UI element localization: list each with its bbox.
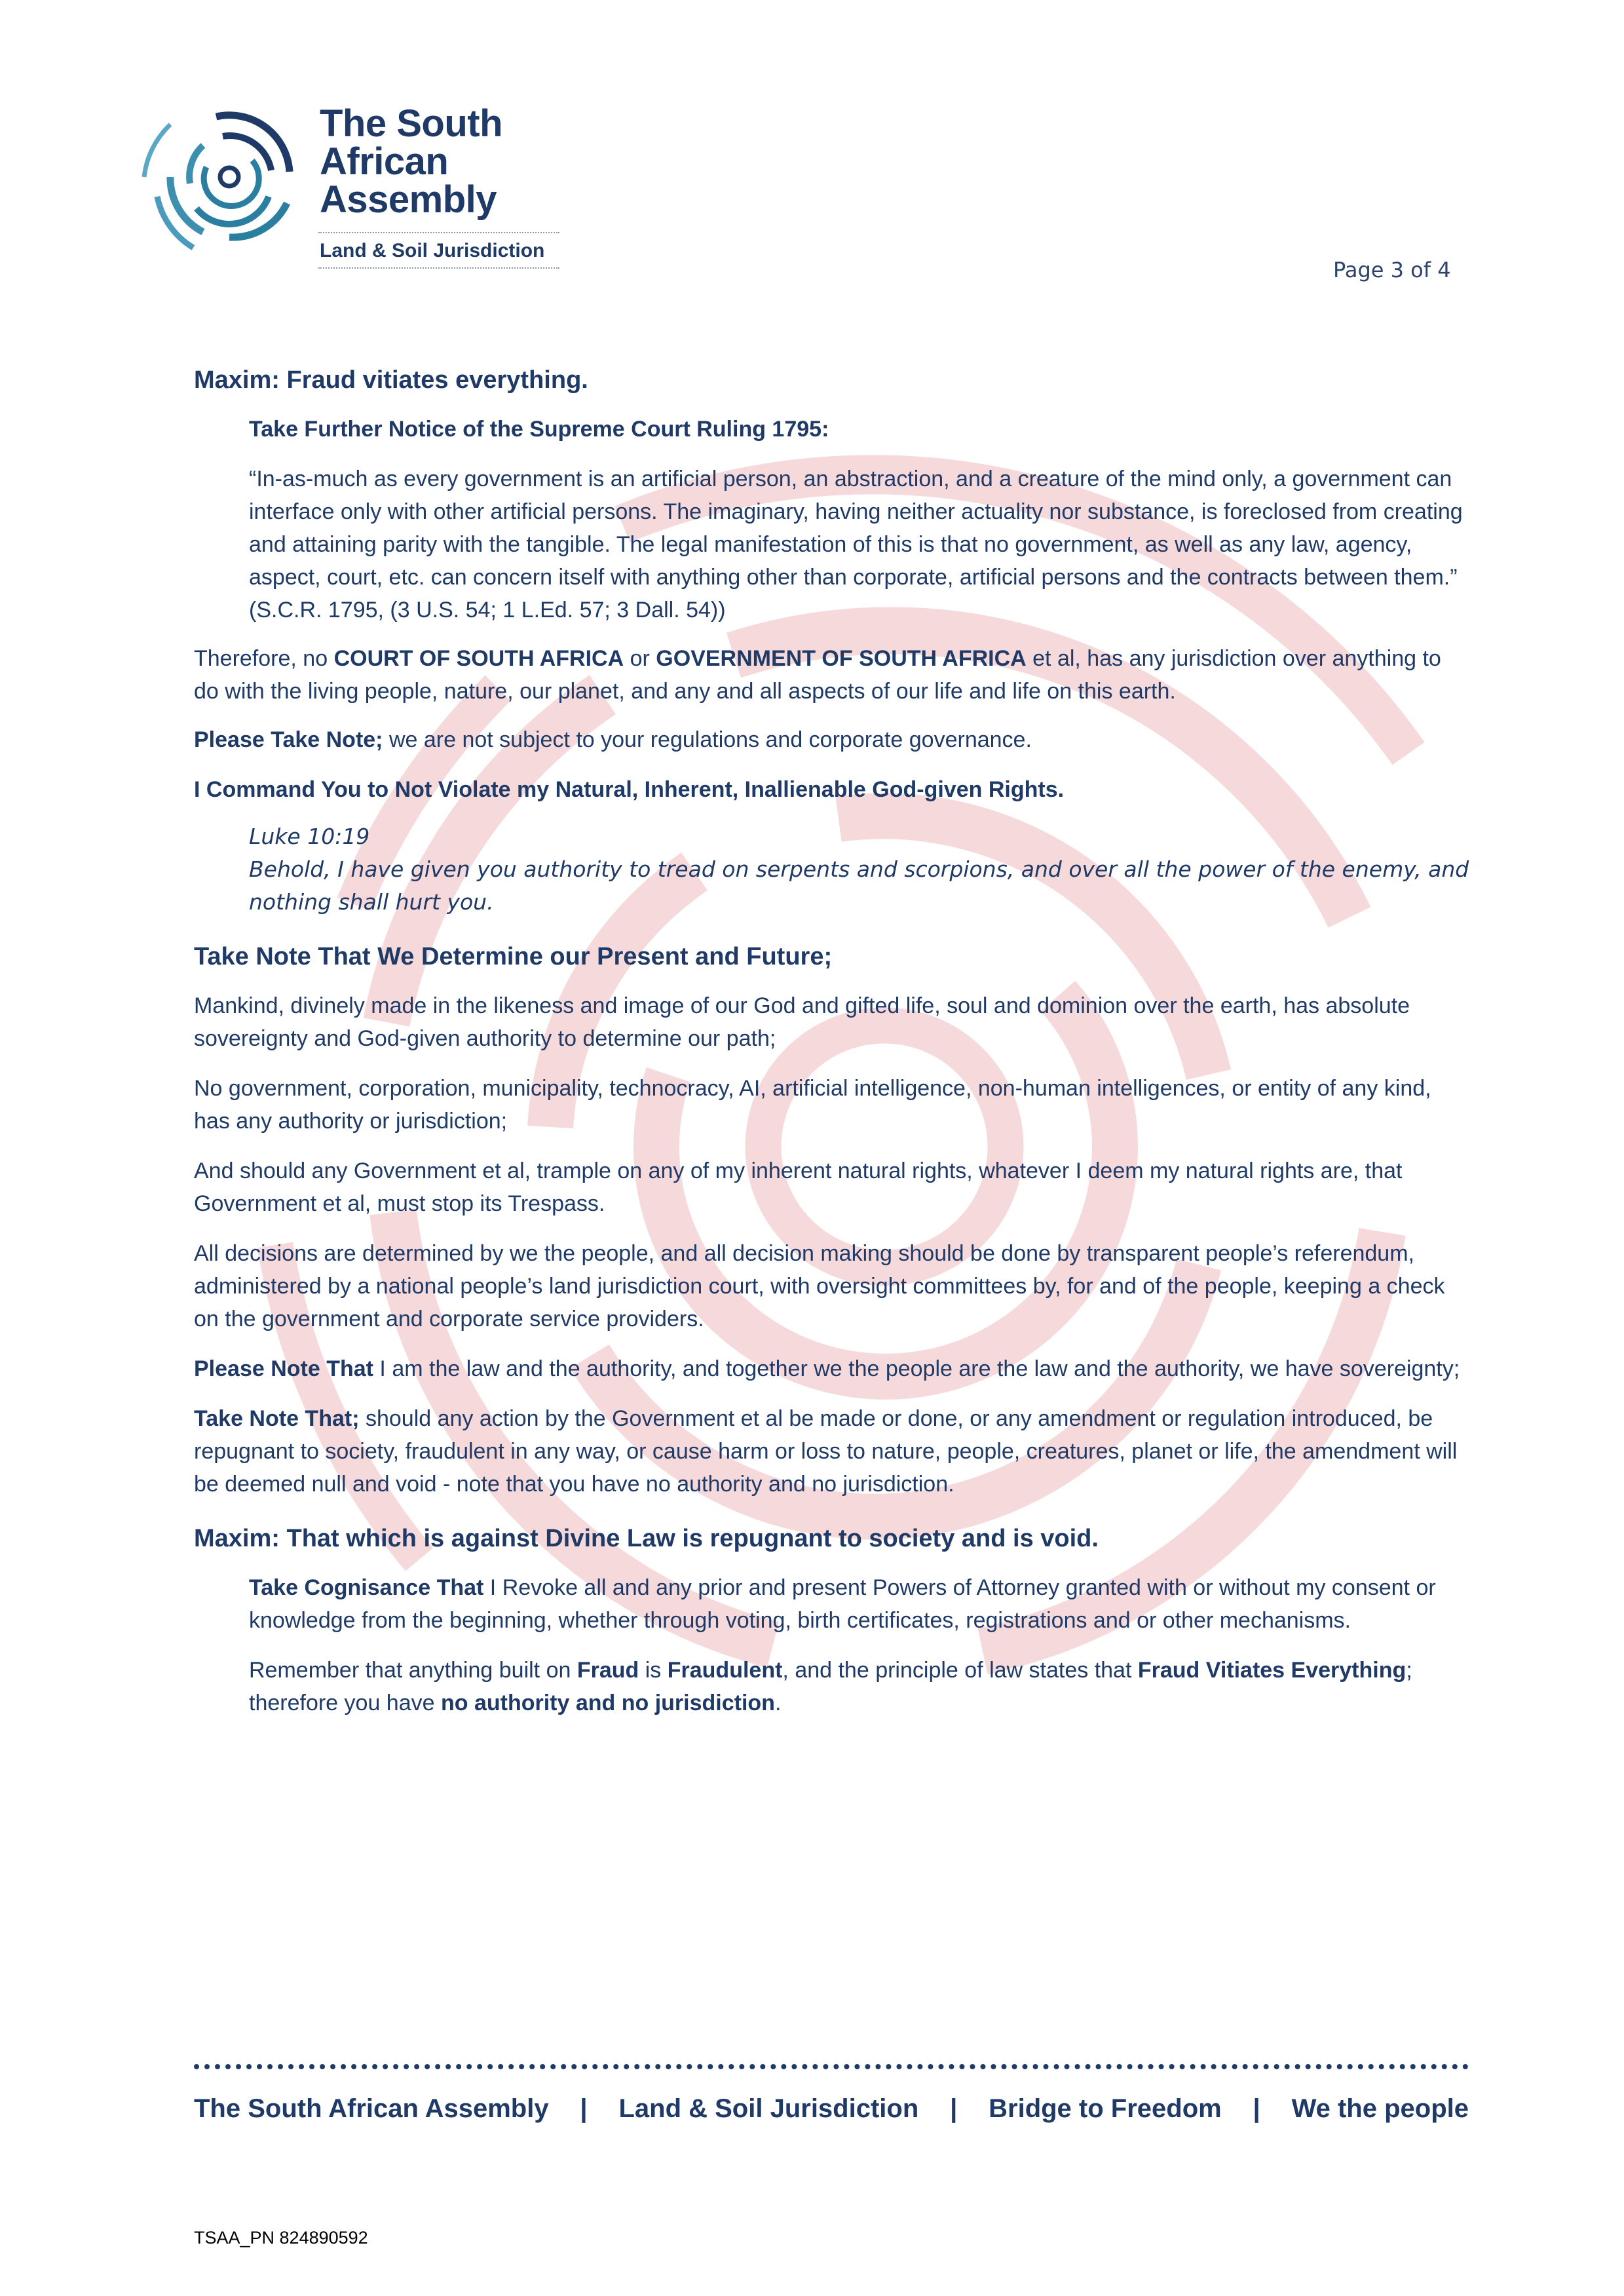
logo-divider-top bbox=[318, 232, 559, 233]
document-body bbox=[194, 362, 1471, 1719]
emphasis-label: Take Note That; bbox=[194, 1406, 360, 1431]
take-note-paragraph bbox=[194, 1402, 1471, 1501]
section-heading-divine-law: Maxim: That which is against Divine Law is repugnant to society and is void. bbox=[194, 1525, 1099, 1552]
fraud-principle-paragraph bbox=[194, 1654, 1471, 1719]
verse-text: Behold, I have given you authority to tread on serpents and scorpions, and over all the power of the enemy, and nothing shall hurt you. bbox=[249, 856, 1469, 915]
footer-item-jurisdiction: Land & Soil Jurisdiction bbox=[618, 2094, 919, 2123]
text-run: or bbox=[624, 646, 656, 671]
logo-subtitle: Land & Soil Jurisdiction bbox=[320, 240, 545, 261]
emphasis-label: Please Take Note; bbox=[194, 727, 383, 752]
emphasis-label: Fraudulent bbox=[667, 1658, 783, 1683]
emphasis-label: Fraud Vitiates Everything bbox=[1137, 1658, 1407, 1683]
text-run: . bbox=[774, 1691, 782, 1715]
emphasis-label: no authority and no jurisdiction bbox=[440, 1691, 775, 1715]
footer-separator: | bbox=[580, 2094, 588, 2123]
text-run: I am the law and the authority, and together we the people are the law and the authority, we have sovereignty; bbox=[373, 1356, 1460, 1381]
trespass-paragraph: And should any Government et al, trample on any of my inherent natural rights, whatever I deem my natural rights are, that Government et al, must stop its Trespass. bbox=[194, 1158, 1403, 1216]
logo-title: The South African Assembly bbox=[320, 102, 503, 221]
page-number: Page 3 of 4 bbox=[1333, 258, 1451, 282]
footer-item-bridge: Bridge to Freedom bbox=[989, 2094, 1222, 2123]
footer-separator: | bbox=[1253, 2094, 1260, 2123]
footer-separator: | bbox=[950, 2094, 958, 2123]
section-heading-determine: Take Note That We Determine our Present and Future; bbox=[194, 943, 833, 970]
assembly-logo-icon bbox=[131, 98, 314, 269]
text-run: I Revoke all and any prior and present Powers of Attorney granted with or without my consent or knowledge from the beginning, whether through voting, birth certificates, registrations and or other mechanisms. bbox=[249, 1575, 1436, 1633]
text-run: should any action by the Government et al be made or done, or any amendment or regulation introduced, be repugnant to society, fraudulent in any way, or cause harm or loss to nature, people, creatures, planet or life, the amendment will be deemed null and void - note that you have no authority and no jurisdiction. bbox=[194, 1406, 1458, 1497]
text-run: Remember that anything built on bbox=[249, 1658, 577, 1683]
please-take-note-paragraph bbox=[194, 723, 1471, 756]
logo-divider-bottom bbox=[318, 267, 559, 269]
text-run: , and the principle of law states that bbox=[782, 1658, 1138, 1683]
please-note-paragraph bbox=[194, 1352, 1471, 1385]
mankind-paragraph: Mankind, divinely made in the likeness and image of our God and gifted life, soul and dominion over the earth, has absolute sovereignty and God-given authority to determine our path; bbox=[194, 993, 1410, 1051]
jurisdiction-paragraph bbox=[194, 642, 1471, 708]
decisions-paragraph: All decisions are determined by we the people, and all decision making should be done by transparent people’s referendum, administered by a national people’s land jurisdiction court, with oversight committees by, for and of the people, keeping a check on the government and corporate service providers. bbox=[194, 1241, 1445, 1331]
government-name: GOVERNMENT OF SOUTH AFRICA bbox=[656, 646, 1027, 671]
emphasis-label: Please Note That bbox=[194, 1356, 373, 1381]
text-run: we are not subject to your regulations and corporate governance. bbox=[383, 727, 1032, 752]
footer-divider bbox=[194, 2064, 1469, 2069]
text-run: is bbox=[639, 1658, 668, 1683]
command-statement: I Command You to Not Violate my Natural, Inherent, Inallienable God-given Rights. bbox=[194, 777, 1065, 802]
supreme-court-notice-heading: Take Further Notice of the Supreme Court Ruling 1795: bbox=[249, 417, 829, 442]
text-run: et al, has any jurisdiction over anything to do with the living people, nature, our planet, and any and all aspects of our life and life on this earth. bbox=[194, 646, 1441, 704]
section-heading-fraud: Maxim: Fraud vitiates everything. bbox=[194, 366, 588, 394]
verse-reference: Luke 10:19 bbox=[249, 824, 370, 849]
court-name: COURT OF SOUTH AFRICA bbox=[333, 646, 624, 671]
revoke-paragraph bbox=[194, 1571, 1471, 1637]
footer-item-assembly: The South African Assembly bbox=[194, 2094, 549, 2123]
emphasis-label: Fraud bbox=[576, 1658, 639, 1683]
footer-bar bbox=[194, 2094, 1469, 2124]
text-run: ; therefore you have bbox=[249, 1658, 1412, 1715]
no-government-paragraph: No government, corporation, municipality, technocracy, AI, artificial intelligence, non-human intelligences, or entity of any kind, has any authority or jurisdiction; bbox=[194, 1076, 1431, 1134]
emphasis-label: Take Cognisance That bbox=[249, 1575, 484, 1600]
text-run: Therefore, no bbox=[194, 646, 334, 671]
footer-item-people: We the people bbox=[1291, 2094, 1469, 2123]
document-reference-number: TSAA_PN 824890592 bbox=[194, 2228, 368, 2248]
supreme-court-quote: “In-as-much as every government is an artificial person, an abstraction, and a creature of the mind only, a government can interface only with other artificial persons. The imaginary, having neither actuality nor substance, is foreclosed from creating and attaining parity with the tangible. The legal manifestation of this is that no government, as well as any law, agency, aspect, court, etc. can concern itself with anything other than corporate, artificial persons and the contracts between them.” (S.C.R. 1795, (3 U.S. 54; 1 L.Ed. 57; 3 Dall. 54)) bbox=[249, 467, 1463, 622]
